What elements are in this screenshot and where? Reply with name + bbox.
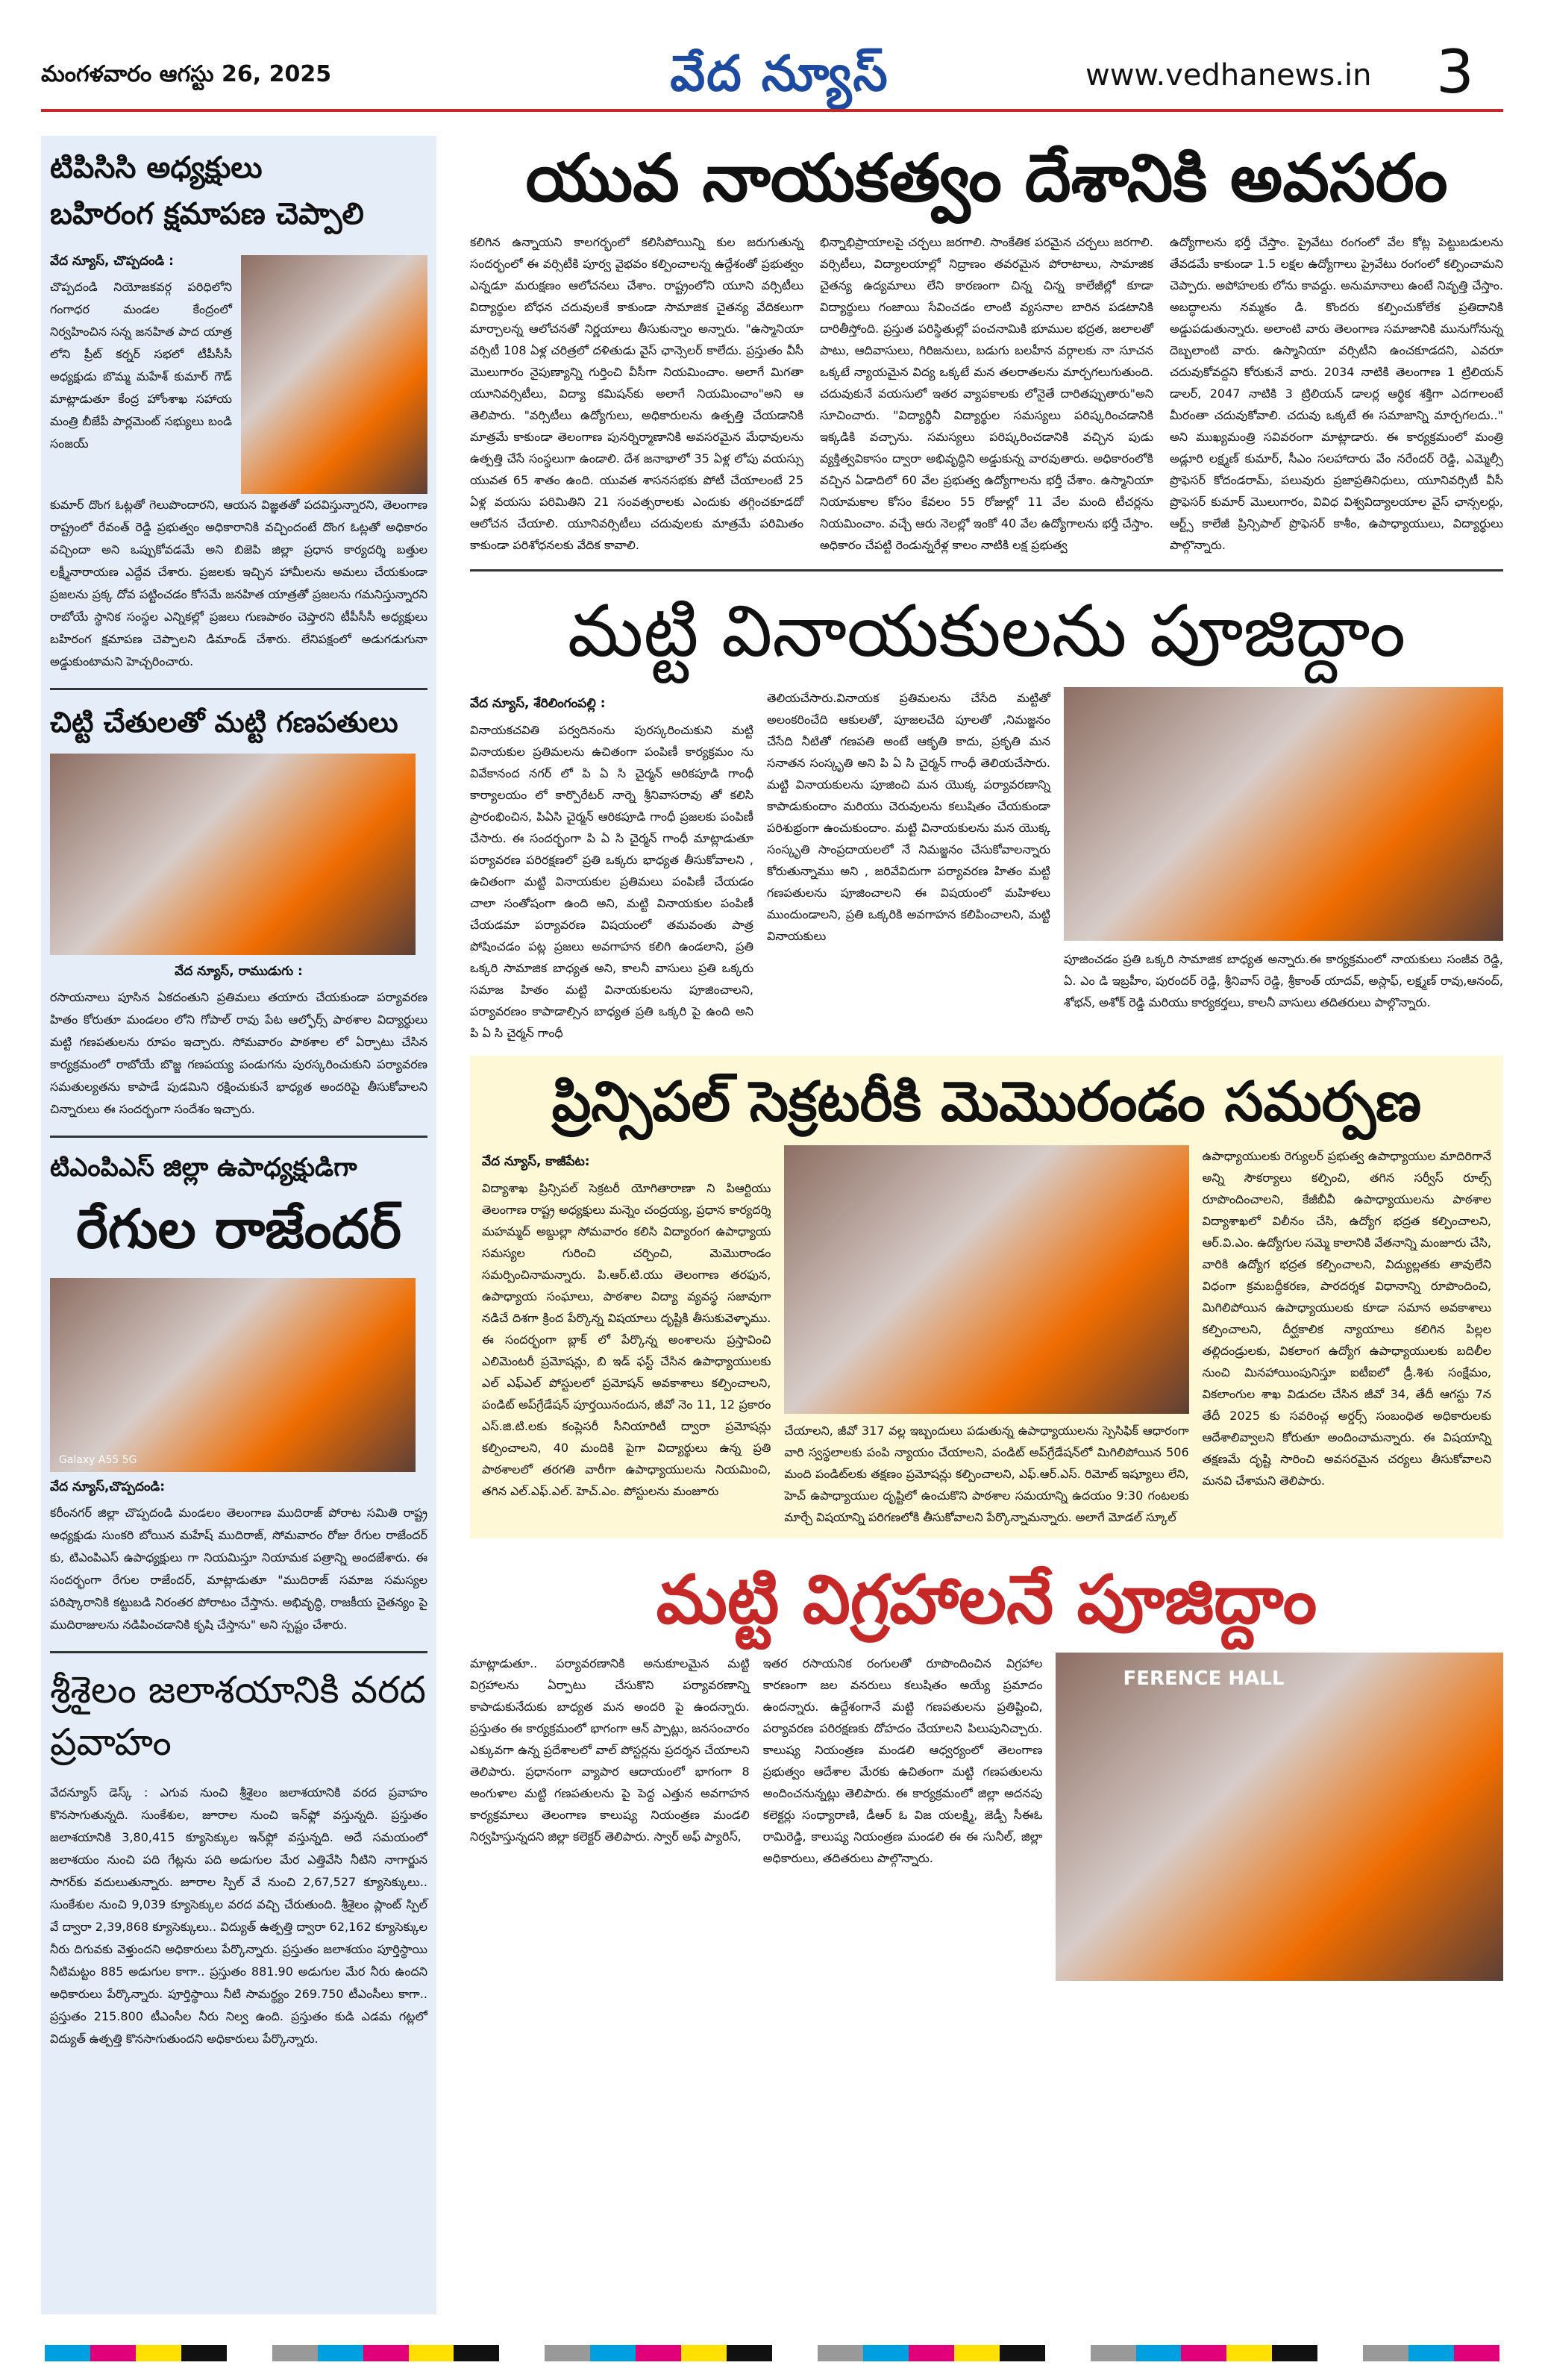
appointment-photo xyxy=(50,1278,416,1472)
article-kicker: టిఎంపిఎస్ జిల్లా ఉపాధ్యక్షుడిగా xyxy=(50,1152,357,1183)
article-clay-vinayaka xyxy=(470,585,1503,1044)
article-headline: మట్టి విగ్రహాలనే పూజిద్దాం xyxy=(656,1561,1317,1640)
article-headline: మట్టి వినాయకులను పూజిద్దాం xyxy=(567,589,1406,674)
left-column xyxy=(41,136,436,2314)
article-body: రసాయనాలు పూసిన ఏకదంతుని ప్రతిమలు తయారు చేయకుండా పర్యావరణ హితం కోరుతూ మండలం లోని గోపాల్ రావు పేట ఆల్ఫోర్స్ పాఠశాల విద్యార్థులు మట్టి గణపతులను రూపం ఇచ్చారు. సోమవారం పాఠశాల లో ఏర్పాటు చేసిన కార్యక్రమంలో రాబోయే బొజ్జ గణపయ్య పండుగను పురస్కరించుకుని పర్యావరణ సమతుల్యతను కాపాడే పుడమిని రక్షించుకునే భాధ్యత అందరిపై తీసుకోవాలని చిన్నారులు ఈ సందర్భంగా సందేశం ఇచ్చారు. xyxy=(50,989,427,1116)
article-headline: టిపిసిసి అధ్యక్షులు xyxy=(50,151,263,185)
section-divider xyxy=(50,1136,427,1138)
article-column-3: ఉపాధ్యాయులకు రెగ్యులర్ ప్రభుత్వ ఉపాధ్యాయుల మాదిరిగానే అన్ని సౌకర్యాలు కల్పించి, తగిన సర్వీస్ రూల్స్ రూపొందించాలని, కేజీబీవీ ఉపాధ్యాయులను పాఠశాల విద్యాశాఖలో విలీనం చేసి, ఉద్యోగ భద్రత కల్పించాలని, ఆర్.వి.ఎం. ఉద్యోగుల సమ్మె కాలానికి వేతనాన్ని మంజూరు చేసి, వారికి ఉద్యోగ భద్రత కల్పించాలని, విద్యుల్లతకు తావులేని విధంగా క్రమబద్ధీకరణ, పారదర్శక విధానాన్ని రూపొందించి, మిగిలిపోయిన ఉపాధ్యాయులకు కూడా సమాన అవకాశాలు కల్పించాలని, దీర్ఘకాలిక న్యాయాలు కలిగిన పిల్లల తల్లిదండ్రులకు, వికలాంగ ఉద్యోగ ఉపాధ్యాయులకు బదిలీల నుంచి మినహాయింపునిస్తూ ఐటీఐలో డ్రీ.శిశు సంక్షేమం, వికలాంగుల శాఖ విడుదల చేసిన జీవో 34, తేదీ ఆగస్టు 7న తేదీ 2025 కు సవరించ్గ అర్డర్స్ సంబంధిత అధికారులకు ఆదేశాలివ్వాలని కోరుతూ అందించామన్నారు. ఈ విషయాన్ని తక్షణమే దృష్టి సారించి అవసరమైన చర్యలు తీసుకోవాలని మనవి చేశామని తెలిపారు. xyxy=(1202,1149,1492,1488)
main-column xyxy=(470,136,1503,1981)
article-byline: వేద న్యూస్, రాముడుగు : xyxy=(175,963,303,979)
newspaper-logo: వేద న్యూస్ xyxy=(670,45,889,102)
event-photo xyxy=(1064,687,1503,941)
article-youth-leadership xyxy=(470,136,1503,556)
photo-watermark: Galaxy A55 5G xyxy=(59,1454,137,1467)
article-column-1: కలిగిన ఉన్నాయని కాలగర్భంలో కలిసిపోయిన్ని కుల జరుగుతున్న సందర్భంలో ఈ వర్సిటీకి పూర్వ వైభవం కల్పించాలన్న ఉద్దేశంతో ప్రభుత్వం ఎన్నడూ మరుక్షణం ఆలోచనలు చేశాం. రాష్ట్రంలోని యూని వర్సిటీలు విద్యార్థుల బోధన చదువులకే కాకుండా సామాజిక చైతన్య వేదికలుగా మార్చాలన్న ఆలోచనతో నిర్ణయాలు తీసుకున్నాం అన్నారు. "ఉస్మానియా వర్సిటీ 108 ఏళ్ల చరిత్రలో దళితుడు వైస్ ఛాన్సెలర్ కాలేదు. ప్రస్తుతం వీసీ మొలుగారం నైపుణ్యాన్ని గుర్తించి వీసీగా నియమించాం. అలాగే మిగతా యూనివర్సిటీలు, విద్యా కమిషన్‌కు అలాగే నియమించాం"అని ఆ తెలిపారు. "వర్సిటీలు ఉద్యోగులు, అధికారులను ఉత్పత్తి చేయడానికి మాత్రమే కాకుండా తెలంగాణ పునర్నిర్మాణానికి అవసరమైన మేధావులను ఉత్పత్తి చేసే సంస్థలుగా ఉండాలి. దేశ జనాభాలో 35 ఏళ్ల లోపు వయస్సు యువత 65 శాతం ఉంది. యువత శాసనసభకు పోటీ చేయాలంటే 25 ఏళ్ల వయసు పరిమితిని 21 సంవత్సరాలకు ఎందుకు తగ్గించకూడదో ఆలోచన చేయాలి. యూనివర్సిటీలు చదువులకు మాత్రమే పరిమితం కాకుండా పరిశోధనలకు వేదిక కావాలి. xyxy=(470,235,803,553)
photo-signboard-text: FERENCE HALL xyxy=(1123,1667,1285,1691)
article-column-2: ఇతర రసాయనిక రంగులతో రూపొందించిన విగ్రహాల కారణంగా జల వనరులు కలుషితం అయ్యే ప్రమాదం ఉందన్నారు. ఉద్దేశంగానే మట్టి గణపతులను ప్రతిష్టించి, పర్యావరణ పరిరక్షణకు దోహదం చేయాలని పిలుపునిచ్చారు. కాలుష్య నియంత్రణ మండలి ఆధ్వర్యంలో తెలంగాణ ప్రభుత్వం ఆదేశాల మేరకు ఉచితంగా మట్టి గణపతులను అందించనున్నట్లు తెలిపారు. ఈ కార్యక్రమంలో జిల్లా అదనపు కలెక్టర్లు సంధ్యారాణి, డీఆర్ ఓ విజ యలక్ష్మి, జెడ్పీ సీఈఓ రామిరెడ్డి, కాలుష్య నియంత్రణ మండలి ఈ ఈ సునీల్, జిల్లా అధికారులు, తదితరులు పాల్గొన్నారు. xyxy=(762,1656,1043,1866)
article-column-2: చేయాలని, జీవో 317 వల్ల ఇబ్బందులు పడుతున్న ఉపాధ్యాయులను స్పెసిఫిక్ ఆధారంగా వారి స్వస్థలాలకు పంపి న్యాయం చేయాలని, పండిట్ అప్‌గ్రేడేషన్‌లో మిగిలిపోయిన 506 మంది పండిట్‌లకు తక్షణం ప్రమోషన్లు కల్పించాలని, ఎఫ్.ఆర్.ఎస్. రిమోట్ ఇష్యూలు లేని, హెచ్ ఉపాధ్యాయుల దృష్టిలో ఉంచుకొని పాఠశాల సమయాన్ని ఉదయం 9:30 గంటలకు మార్చే విషయాన్ని పరిగణలోకి తీసుకోవాలని పేర్కొన్నామన్నారు. అలాగే మోడల్ స్కూల్ xyxy=(784,1424,1189,1525)
article-column-3: ఉద్యోగాలను భర్తీ చేస్తాం. ప్రైవేటు రంగంలో వేల కోట్ల పెట్టుబడులను తేవడమే కాకుండా 1.5 లక్షల ఉద్యోగాలు ప్రైవేటు రంగంలో కల్పించామని చెప్పారు. అపోహలకు లోను కావద్దు. అనుమానాలు ఉంటే నివృత్తి చేస్తాం. అబద్ధాలను నమ్మకం డి. కొందరు కల్పించుకోలేక ప్రతిదానికి అడ్డుపడుతున్నారు. అలాంటి వారు తెలంగాణ సమాజానికి మునుగోనున్న దెబ్బలాంటి వారు. ఉస్మానియా వర్సిటీని ఉంచకూడదని, ఎవరూ చదువుకోవద్దని కోరుకునే వారు. 2034 నాటికి తెలంగాణ 1 ట్రిలియన్ డాలర్, 2047 నాటికి 3 ట్రిలియన్ డాలర్ల ఆర్థిక శక్తిగా ఎదగాలంటే మీరంతా చదువుకోవాలి. చదువు ఒక్కటే ఈ సమాజాన్ని మార్చగలదు.." అని ముఖ్యమంత్రి సవివరంగా మాట్లాడారు. ఈ కార్యక్రమంలో మంత్రి అడ్లూరి లక్ష్మణ్ కుమార్, సీఎం సలహాదారు వేం నరేందర్ రెడ్డి, ఎమ్మెల్సీ ప్రొఫెసర్ కోదండరామ్, పలువురు ప్రజాప్రతినిధులు, యూనివర్సిటీ వీసీ ప్రొఫెసర్ కుమార్ మొలుగారం, వివిధ విశ్వవిద్యాలయాల వైస్ ఛాన్సలర్లు, ఆర్ట్స్ కాలేజీ ప్రిన్సిపాల్ ప్రొఫెసర్ కాశీం, ఉపాధ్యాయులు, విద్యార్థులు పాల్గొన్నారు. xyxy=(1170,235,1503,553)
article-memorandum xyxy=(470,1056,1503,1538)
portrait-photo xyxy=(241,255,427,494)
memorandum-photo xyxy=(784,1145,1188,1414)
collector-event-photo xyxy=(1056,1653,1503,1981)
print-color-bar xyxy=(45,2345,1499,2361)
article-byline: వేద న్యూస్, శేరిలింగంపల్లి : xyxy=(470,696,606,712)
article-column-2: తెలియచేసారు.వినాయక ప్రతిమలను చేసేది మట్టితో అలంకరించేది ఆకులతో, పూజలచేది పూలతో ,నిమజ్జనం చేసేది నీటితో గణపతి అంటే ఆకృతి కాదు, ప్రకృతి మన సనాతన సంస్కృతి అని పి ఏ సి చైర్మన్ గాంధీ తెలియచేసారు. మట్టి వినాయకులను పూజించి మన యొక్క పర్యావరణాన్ని కాపాడుకుందాం మరియు చెరువులను కలుషితం చేయకుండా పరిశుభ్రంగా ఉంచుకుందాం. మట్టి వినాయకులను మన యొక్క సంస్కృతి సాంప్రదాయలలో నే నిమజ్జనం చేసుకోవాలన్నారు కోరుతున్నాము అని , జరివేవిదుగా పర్యావరణ హితం మట్టి గణపతులను పూజించాలని ఈ విషయంలో మహిళలు ముందుండాలని, ప్రతి ఒక్కరికి అవగాహన కలిపించాలని, మట్టి వినాయకులు xyxy=(767,691,1050,944)
article-headline: రేగుల రాజేందర్ xyxy=(76,1197,401,1260)
article-headline: చిట్టి చేతులతో మట్టి గణపతులు xyxy=(50,706,398,739)
article-clay-ganesha-kids xyxy=(50,701,427,1121)
article-headline: శ్రీశైలం జలాశయానికి వరద ప్రవాహం xyxy=(50,1668,426,1764)
article-body: కుమార్ దొంగ ఓట్లతో గెలుపొందారని, ఆయన విజ్ఞతతో పదవిస్తున్నారని, తెలంగాణ రాష్ట్రంలో రేవంత్ రెడ్డి ప్రభుత్వం అధికారానికి వచ్చిందంటే దొంగ ఓట్లతో అధికారం వచ్చిందా అని ఒప్పుకోవడమే అని బిజెపి జిల్లా ప్రధాన కార్యదర్శి బత్తుల లక్ష్మీనారాయణ ఎద్దేవ చేశారు. ప్రజలకు ఇచ్చిన హామీలను అమలు చేయకుండా ప్రజలను ప్రక్క దోవ పట్టించడం కోసమే జనహిత యాత్రతో ప్రజలను గమనిస్తున్నారని రాబోయే స్థానిక సంస్థల ఎన్నికల్లో ప్రజలు గుణపాఠం చెప్తారని టీపీసీసీ అధ్యక్షులు బహిరంగ క్షమాపణ చెప్పాలని డిమాండ్ చేశారు. లేనిపక్షంలో అడుగడుగునా అడ్డుకుంటామని హెచ్చరించారు. xyxy=(50,498,427,668)
article-clay-idols xyxy=(470,1556,1503,1981)
article-column-2: భిన్నాభిప్రాయాలపై చర్చలు జరగాలి. సాంకేతిక పరమైన చర్చలు జరగాలి. వర్సిటీలు, విద్యాలయాల్లో నిద్రాణం తవరమైన పోరాటాలు, సామాజిక చైతన్య ఉద్యమాలు లేని కారణంగా చిన్న చిన్న కాలేజీల్లో కూడా విద్యార్థులు గంజాయి సేవించడం లాంటి వ్యసనాల బారిన పడటానికి దారితీస్తోంది. ప్రస్తుత పరిస్థితుల్లో పంచనామికి భూముల భద్రత, జలాలతో పాటు, ఆదివాసులు, గిరిజనులు, బడుగు బలహీన వర్గాలకు నా సూచన ఒక్కటే న్యాయమైన విద్య ఒక్కటే మన తలరాతలను మార్చగలుగుతుంది. చదువుకునే వయసులో ఇతర వ్యాపకాలకు లోనైతే దారితప్పుతారు"అని సూచించారు. "విద్యార్థినీ విద్యార్థుల సమస్యలు పరిష్కరించడానికి ఇక్కడికి వచ్చాను. సమస్యలు పరిష్కరించడానికి వచ్చిన పుడు వ్యక్తిత్వవికాసం ద్వారా అభివృద్ధిని అడ్డుకున్న వారవుతారు. అధికారంలోకి వచ్చిన ఏడాదిలో 60 వేల ప్రభుత్వ ఉద్యోగాలను భర్తీ చేశాం. ఉస్మానియా నియామకాల కోసం కేవలం 55 రోజుల్లో 11 వేల మంది టీచర్లను నియమించాం. వచ్చే ఆరు నెలల్లో ఇంకో 40 వేల ఉద్యోగాలను భర్తీ చేస్తాం. అధికారం చేపట్టి రెండున్నరేళ్ల కాలం నాటికి లక్ష ప్రభుత్వ xyxy=(820,235,1153,553)
website-url[interactable]: www.vedhanews.in xyxy=(1085,58,1372,93)
section-divider xyxy=(50,688,427,690)
article-column-1: వినాయకచవితి పర్వదినంను పురస్కరించుకుని మట్టి వినాయకుల ప్రతిమలను ఉచితంగా పంపిణీ కార్యక్రమం ను వివేకానంద నగర్ లో పి ఏ సి చైర్మన్ ఆరికపూడి గాంధీ కార్యాలయం లో కార్పొరేటర్ నార్నె శ్రీనివాసరావు తో కలిసి ప్రారంభించిన, పిఏసి చైర్మన్ ఆరికపూడి గాంధీ ప్రజలకు పంపిణీ చేసారు. ఈ సందర్భంగా పి ఏ సి చైర్మన్ గాంధీ మాట్లాడుతూ పర్యావరణ పరిరక్షణలో ప్రతి ఒక్కరు భాధ్యత తీసుకోవాలని , ఉచితంగా మట్టి వినాయకుల ప్రతిమలు పంపిణీ చేయడం చాలా సంతోషంగా ఉంది అని, మట్టి వినాయకుల పంపిణీ చేయడమా పర్యావరణ విషయంలో తమవంతు పాత్ర పోషించడం పట్ల ప్రజలు అవగాహన కలిగి ఉండలాని, ప్రతి ఒక్కరి సామాజిక బాధ్యత అని, కాలనీ వాసులు ప్రతి ఒక్కరు సమాజ హితం మట్టి వినాయకులను పూజించాలని, పర్యావరణం కాపాడాల్సిన బాధ్యత ప్రతి ఒక్కరి పై ఉంది అని పి ఏ సి చైర్మన్ గాంధీ xyxy=(470,723,753,1041)
article-body: కరీంనగర్ జిల్లా చొప్పదండి మండలం తెలంగాణ ముదిరాజ్ పోరాట సమితి రాష్ట్ర అధ్యక్షుడు సుంకరి బోయిన మహేష్ ముదిరాజ్, సోమవారం రోజు రేగుల రాజేందర్ కు, టిఎంపిఎస్ ఉపాధ్యక్షులు గా నియమిస్తూ నియామక పత్రాన్ని అందజేశారు. ఈ సందర్భంగా రేగుల రాజేందర్, మాట్లాడుతూ "ముదిరాజ్ సమాజ సమస్యల పరిష్కారానికి కట్టుబడి నిరంతర పోరాటం చేస్తాను. అభివృద్ధి, రాజకీయ చైతన్యం పై ముదిరాజులను నడిపించడానికి కృషి చేస్తాను" అని స్పష్టం చేశారు. xyxy=(50,1506,427,1632)
article-headline: యువ నాయకత్వం దేశానికి అవసరం xyxy=(525,140,1448,216)
article-headline: బహిరంగ క్షమాపణ చెప్పాలి xyxy=(50,197,364,231)
section-divider xyxy=(470,569,1503,571)
masthead-divider xyxy=(41,109,1503,112)
article-byline: వేద న్యూస్, చొప్పదండి : xyxy=(50,254,174,269)
article-tpcc xyxy=(50,145,427,673)
page-number: 3 xyxy=(1436,37,1474,107)
article-tmps xyxy=(50,1148,427,1636)
section-divider xyxy=(50,1651,427,1653)
article-column-1: మాట్లాడుతూ.. పర్యావరణానికి అనుకూలమైన మట్టి విగ్రహాలను ఏర్పాటు చేసుకొని పర్యావరణాన్ని కాపాడుకునేదుకు బాధ్యత మన అందరి పై ఉందన్నారు. ప్రస్తుతం ఈ కార్యక్రమంలో భాగంగా ఆన్ ప్పాట్లు, జనసంచారం ఎక్కువగా ఉన్న ప్రదేశాలలో వాల్ పోస్టర్లను ప్రదర్శన చేయాలని తెలిపారు. ప్రధానంగా వ్యాపార ఆదాయంలో భాగంగా 8 అంగుళాల మట్టి గణపతులను పై పెద్ద ఎత్తున అవగాహన కార్యక్రమాలు తెలంగాణ కాలుష్య నియంత్రణ మండలి నిర్వహిస్తున్నదని జిల్లా కలెక్టర్ తెలిపారు. స్వార్ అఫ్ ప్యారిస్, xyxy=(470,1656,750,1844)
article-srisailam xyxy=(50,1664,427,2050)
article-column-3: పూజించడం ప్రతి ఒక్కరి సామాజిక బాధ్యత అన్నారు.ఈ కార్యక్రమంలో నాయకులు సంజీవ రెడ్డి, ఏ. ఎం డి ఇబ్రహీం, పురందర్ రెడ్డి, శ్రీనివాస్ రెడ్డి, శ్రీకాంత్ యాదవ్, అస్లాఫ్, లక్ష్మణ్ రావు,ఆనంద్, శోభన్, అశోక్ రెడ్డి మరియు కార్యకర్తలు, కాలనీ వాసులు తదితరులు పాల్గొన్నారు. xyxy=(1064,952,1503,1010)
students-photo xyxy=(50,754,416,955)
article-body: వేదన్యూస్ డెస్క్ : ఎగువ నుంచి శ్రీశైలం జలాశయానికి వరద ప్రవాహం కొనసాగుతున్నది. సుంకేశుల, జూరాల నుంచి ఇన్‌ఫ్లో వస్తున్నది. ప్రస్తుతం జలాశయానికి 3,80,415 క్యూసెక్కుల ఇన్‌ఫ్లో వస్తున్నది. అదే సమయంలో జలాశయం నుంచి పది గేట్లను పది అడుగుల మేర ఎత్తివేసి నీటిని నాగార్జున సాగర్‌కు వదులుతున్నారు. జూరాల స్పిల్ వే నుంచి 2,67,527 క్యూసెక్కులు.. సుంకేశుల నుంచి 9,039 క్యూసెక్కుల వరద వచ్చి చేరుతుంది. శ్రీశైలం ప్లాంట్ స్పిల్ వే ద్వారా 2,39,868 క్యూసెక్కులు.. విద్యుత్ ఉత్పత్తి ద్వారా 62,162 క్యూసెక్కుల నీరు దిగువకు వెళ్తుందని అధికారులు పేర్కొన్నారు. ప్రస్తుతం జలాశయం పూర్తిస్థాయి నీటిమట్టం 885 అడుగుల కాగా.. ప్రస్తుతం 881.90 అడుగుల మేర నీరు ఉందని అధికారులు పేర్కొన్నారు. పూర్తిస్థాయి నీటి సామర్థ్యం 269.750 టీఎంసీలు కాగా.. ప్రస్తుతం 215.800 టీఎంసీల నీరు నిల్వ ఉంది. ప్రస్తుతం కుడి ఎడమ గట్లలో విద్యుత్ ఉత్పత్తి కొనసాగుతుందని అధికారులు పేర్కొన్నారు. xyxy=(50,1785,427,2047)
masthead xyxy=(41,30,1503,110)
article-body: చొప్పదండి నియోజకవర్గ పరిధిలోని గంగాధర మండల కేంద్రంలో నిర్వహించిన సన్న జనహిత పాద యాత్ర లోని ప్రీట్ కర్నర్ సభలో టీపీసీసీ అధ్యక్షుడు బొమ్మ మహేశ్ కుమార్ గౌడ్ మాట్లాడుతూ కేంద్ర హోంశాఖ సహాయ మంత్రి బీజేపీ పార్లమెంట్ సభ్యులు బండి సంజయ్ xyxy=(50,280,232,451)
article-column-1: విద్యాశాఖ ప్రిన్సిపల్ సెక్రటరీ యోగితారాణా ని పిఆర్టియు తెలంగాణ రాష్ట్ర అధ్యక్షులు మన్నెం చంద్రయ్య, ప్రధాన కార్యదర్శి మహమ్మద్ అబ్దుల్లా సోమవారం కలిసి విద్యారంగ ఉపాధ్యాయ సమస్యల గురించి చర్చించి, మెమొరాండం సమర్పించినామన్నారు. పి.ఆర్.టి.యు తెలంగాణ తరఫున, ఉపాధ్యాయ సంఘాలు, పాఠశాల విద్యా వ్యవస్థ సజావుగా నడిచే దిశగా క్రింద పేర్కొన్న విషయాలు దృష్టికి తీసుకువెళ్ళాము. ఈ సందర్భంగా బ్లాక్‌ లో పేర్కొన్న అంశాలను ప్రస్తావించి ఎలిమెంటరీ ప్రమోషన్లు, బి ఇడ్ ఫస్ట్ చేసిన ఉపాధ్యాయులకు ఎల్ ఎఫ్ఎల్ పోస్టులలో ప్రమోషన్ అవకాశాలు కల్పించాలని, పండిట్ అప్‌గ్రేడేషన్ పూర్తయినందున, జీవో నెం 11, 12 ప్రకారం ఎస్.జి.టి.లకు కంప్లెసరీ సీనియారిటీ ద్వారా ప్రమోషన్లు కల్పించాలని, 40 మందికి పైగా విద్యార్థులు ఉన్న ప్రతి పాఠశాలలో తరగతి వారీగా ఉపాధ్యాయులను నియమించి, తగిన ఎల్.ఎఫ్.ఎల్. హెచ్.ఎం. పోస్టులను మంజూరు xyxy=(482,1181,771,1499)
article-byline: వేద న్యూస్,చొప్పదండి: xyxy=(50,1479,166,1495)
issue-date: మంగళవారం ఆగస్టు 26, 2025 xyxy=(41,61,332,87)
article-byline: వేద న్యూస్, కాజీపేట: xyxy=(482,1154,590,1170)
article-headline: ప్రిన్సిపల్ సెక్రటరీకి మెమొరండం సమర్పణ xyxy=(551,1070,1422,1135)
